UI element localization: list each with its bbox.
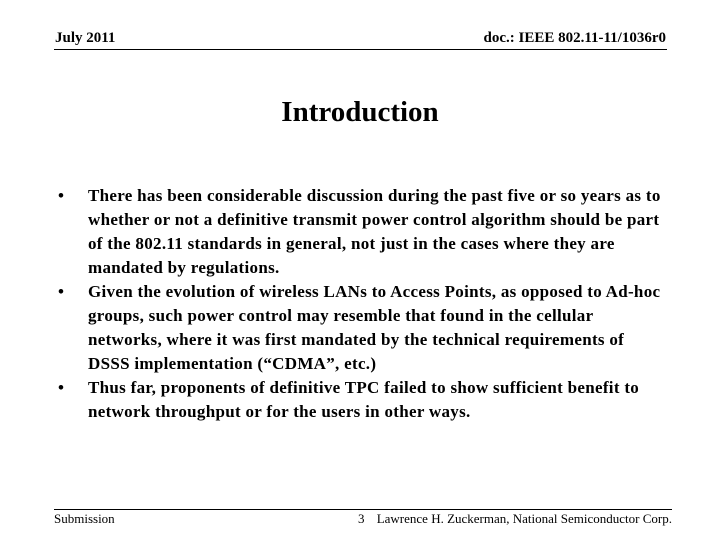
bullet-point-icon: • xyxy=(58,186,65,205)
bullet-point-icon: • xyxy=(58,378,65,397)
bullet-text: There has been considerable discussion during the past five or so years as to whether or not a definitive transmit power control algorithm should be part of the 802.11 standards in general, not just in the cases where they are mandated by regulations. xyxy=(88,186,661,277)
footer-submission: Submission xyxy=(54,511,115,526)
bullet-item xyxy=(58,376,664,424)
bullet-list xyxy=(58,184,664,424)
header-doc-id: doc.: IEEE 802.11-11/1036r0 xyxy=(483,30,666,46)
header-divider xyxy=(54,49,667,50)
slide-title: Introduction xyxy=(281,96,439,128)
bullet-text: Thus far, proponents of definitive TPC failed to show sufficient benefit to network throughput or for the users in other ways. xyxy=(88,378,640,421)
bullet-point-icon: • xyxy=(58,282,65,301)
bullet-text: Given the evolution of wireless LANs to Access Points, as opposed to Ad-hoc groups, such power control may resemble that found in the cellular networks, where it was first mandated by the technical requirements of DSSS implementation (“CDMA”, etc.) xyxy=(88,282,661,373)
bullet-item xyxy=(58,280,664,376)
bullet-item xyxy=(58,184,664,280)
footer-divider xyxy=(54,509,672,510)
header-date: July 2011 xyxy=(55,30,116,46)
page-number: 3 xyxy=(358,511,365,526)
footer-author: Lawrence H. Zuckerman, National Semiconductor Corp. xyxy=(376,511,672,526)
